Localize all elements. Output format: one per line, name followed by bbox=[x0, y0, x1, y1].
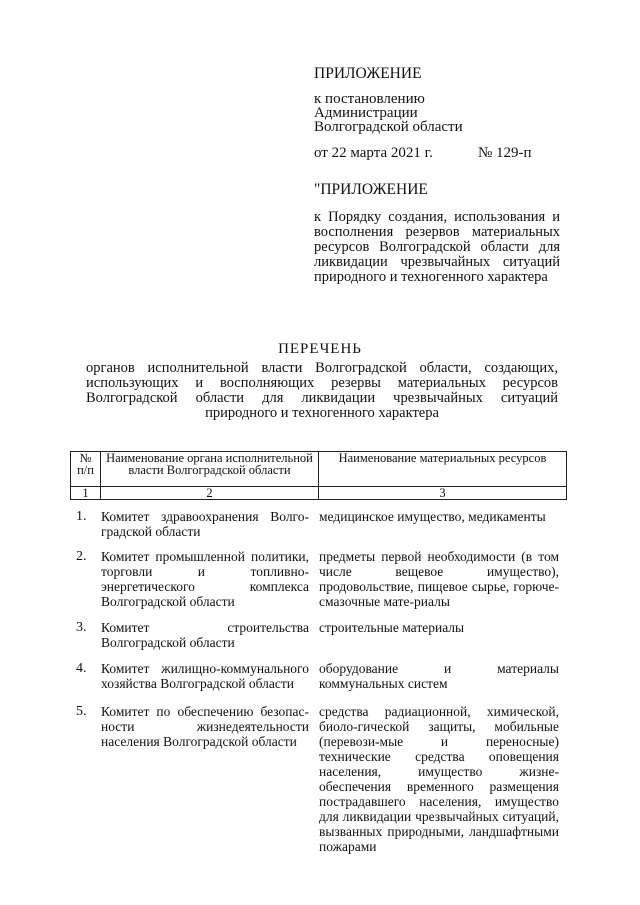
row-resources: предметы первой необходимости (в том числе вещевое имущество), продовольствие, пищевое сырье, горюче-смазочные мате-риалы bbox=[319, 549, 559, 609]
decree-ref-line-1: к постановлению bbox=[314, 91, 425, 107]
column-number: 3 bbox=[319, 487, 567, 500]
decree-date: от 22 марта 2021 г. bbox=[314, 145, 433, 161]
row-organ: Комитет строительства Волгоградской области bbox=[101, 620, 309, 650]
header-resources: Наименование материальных ресурсов bbox=[319, 452, 567, 487]
row-organ: Комитет по обеспечению безопас-ности жизнедеятельности населения Волгоградской области bbox=[101, 704, 309, 749]
row-organ: Комитет промышленной политики, торговли и топливно-энергетического комплекса Волгоградской области bbox=[101, 549, 309, 609]
column-number: 1 bbox=[71, 487, 101, 500]
row-resources: средства радиационной, химической, биоло-гической защиты, мобильные (перевози-мые и переносные) технические средства оповещения населения, имущество жизне-обеспечения временного размещения пострадавшего населения, имущество для ликвидации чрезвычайных ситуаций, вызванных природными, ландшафтными пожарами bbox=[319, 704, 559, 854]
table-header-row bbox=[71, 452, 567, 487]
decree-ref-line-2: Администрации bbox=[314, 105, 418, 121]
row-resources: медицинское имущество, медикаменты bbox=[319, 509, 546, 524]
row-number: 4. bbox=[76, 661, 87, 676]
row-organ: Комитет здравоохранения Волго-градской области bbox=[101, 509, 309, 539]
row-number: 2. bbox=[76, 549, 87, 564]
header-organ: Наименование органа исполнительной власти Волгоградской области bbox=[101, 452, 319, 487]
appendix-title: ПРИЛОЖЕНИЕ bbox=[314, 65, 422, 82]
row-organ: Комитет жилищно-коммунального хозяйства Волгоградской области bbox=[101, 661, 309, 691]
header-num: № п/п bbox=[71, 452, 101, 487]
decree-number: № 129-п bbox=[478, 145, 532, 161]
inner-appendix-title: "ПРИЛОЖЕНИЕ bbox=[314, 181, 428, 198]
row-number: 1. bbox=[76, 509, 87, 524]
column-number-row bbox=[71, 487, 567, 500]
column-number: 2 bbox=[101, 487, 319, 500]
row-resources: оборудование и материалы коммунальных систем bbox=[319, 661, 559, 691]
row-number: 5. bbox=[76, 704, 87, 719]
document-subtitle: органов исполнительной власти Волгоградской области, создающих, использующих и восполняющих резервы материальных ресурсов Волгоградской области для ликвидации чрезвычайных ситуаций природного и техногенного характера bbox=[86, 360, 558, 421]
decree-ref-line-3: Волгоградской области bbox=[314, 119, 463, 135]
row-resources: строительные материалы bbox=[319, 620, 465, 635]
inner-appendix-text: к Порядку создания, использования и восполнения резервов материальных ресурсов Волгоградской области для ликвидации чрезвычайных ситуаций природного и техногенного характера bbox=[314, 209, 560, 285]
table-header bbox=[70, 451, 567, 500]
row-number: 3. bbox=[76, 620, 87, 635]
document-title: ПЕРЕЧЕНЬ bbox=[278, 341, 362, 357]
